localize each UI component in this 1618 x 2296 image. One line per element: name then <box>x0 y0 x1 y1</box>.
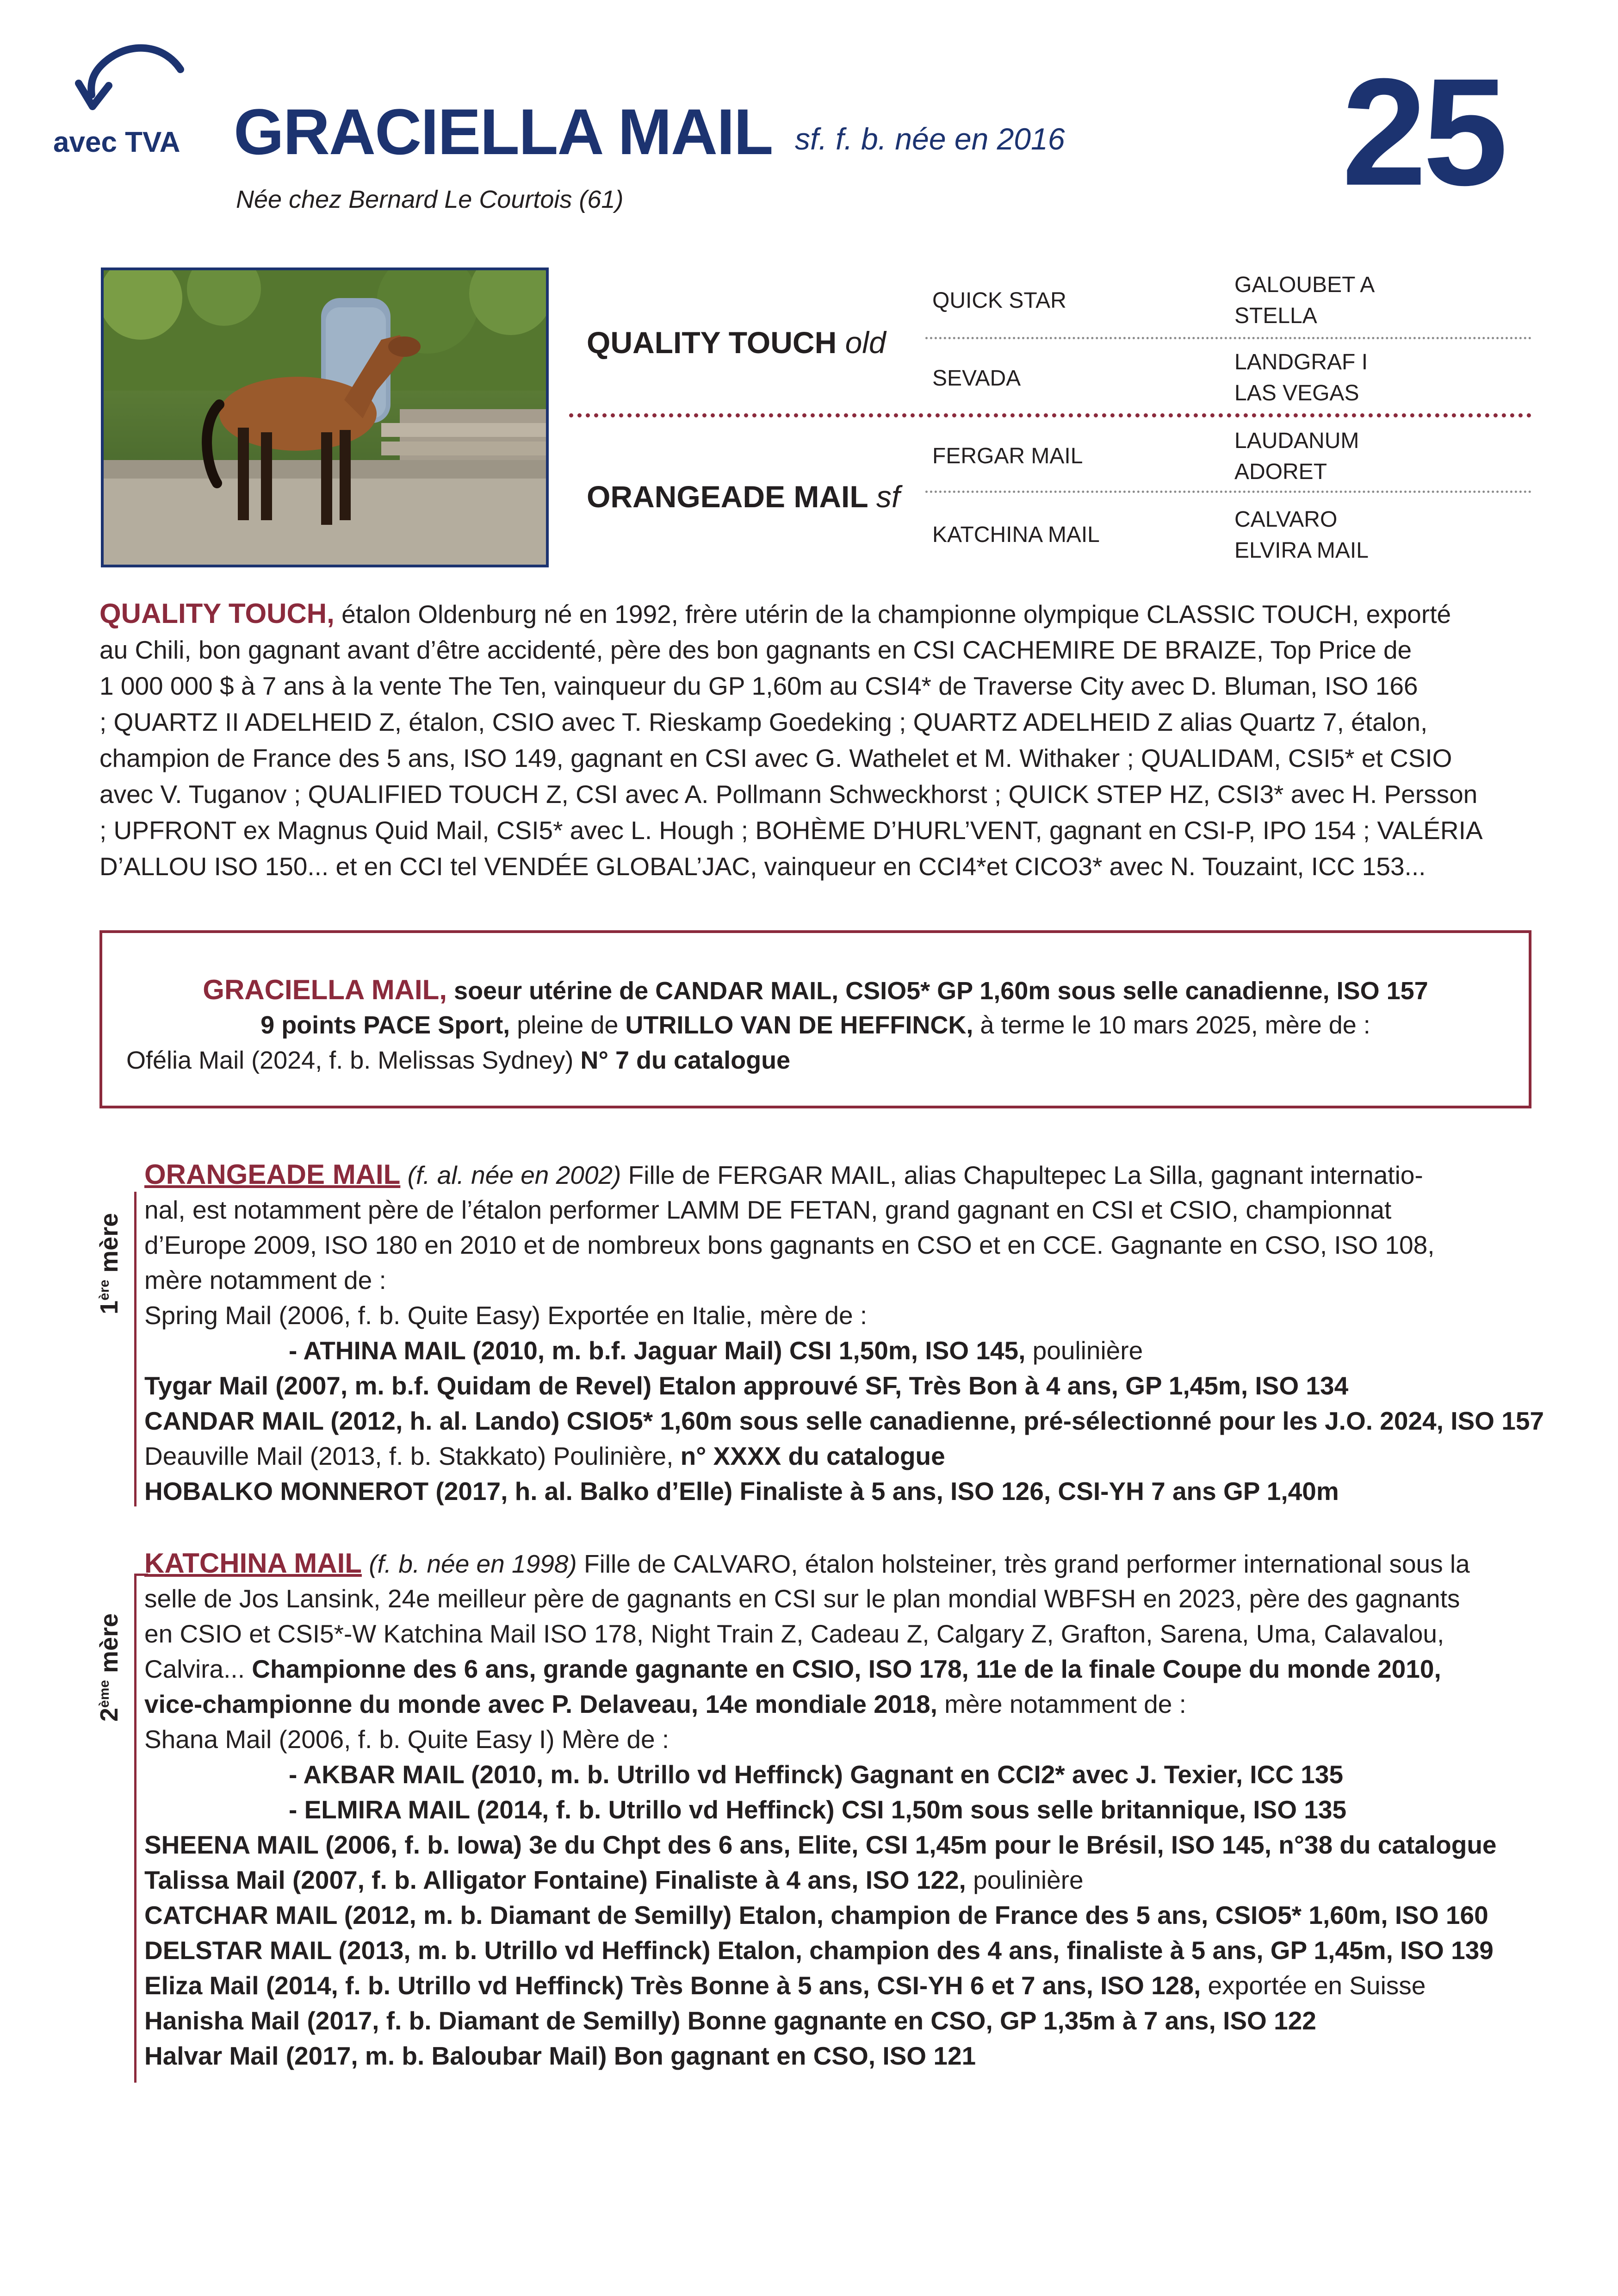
produce-entry <box>144 1862 1084 1898</box>
produce-entry: SHEENA MAIL (2006, f. b. Iowa) 3e du Chpt des 6 ans, Elite, CSI 1,45m pour le Brésil, ISO 145, n°38 du catalogue <box>144 1830 1497 1859</box>
second-dam-label: 2ème mère <box>95 1613 123 1722</box>
produce-text: Eliza Mail (2014, f. b. Utrillo vd Heffinck) Très Bonne à 5 ans, CSI-YH 6 et 7 ans, ISO 128, <box>144 1971 1201 2000</box>
text-line: d’Europe 2009, ISO 180 en 2010 et de nombreux bons gagnants en CSO et en CCE. Gagnante en CSO, ISO 108, <box>144 1231 1435 1259</box>
text-line: mère notamment de : <box>144 1266 386 1294</box>
box-text: pleine de <box>517 1011 619 1039</box>
produce-entry: Hanisha Mail (2017, f. b. Diamant de Semilly) Bonne gagnante en CSO, GP 1,35m à 7 ans, ISO 122 <box>144 2006 1316 2035</box>
sire-name: QUALITY TOUCH old <box>587 325 886 360</box>
produce-entry: Halvar Mail (2017, m. b. Baloubar Mail) Bon gagnant en CSO, ISO 121 <box>144 2041 976 2070</box>
produce-entry: - AKBAR MAIL (2010, m. b. Utrillo vd Heffinck) Gagnant en CCI2* avec J. Texier, ICC 135 <box>289 1760 1344 1789</box>
pedigree-divider <box>925 491 1531 493</box>
grandsire-maternal: FERGAR MAIL <box>932 444 1083 468</box>
second-dam-name: KATCHINA MAIL <box>144 1548 362 1579</box>
vat-label: avec TVA <box>53 126 180 158</box>
ancestor-gen3: ADORET <box>1234 460 1327 484</box>
text-line: selle de Jos Lansink, 24e meilleur père de gagnants en CSI sur le plan mondial WBFSH en 2023, père des gagnants <box>144 1584 1460 1613</box>
text-span: Calvira... <box>144 1655 245 1683</box>
produce-entry: HOBALKO MONNEROT (2017, h. al. Balko d’Elle) Finaliste à 5 ans, ISO 126, CSI-YH 7 ans GP 1,40m <box>144 1477 1339 1506</box>
section-rule <box>134 1192 136 1506</box>
produce-text: Talissa Mail (2007, f. b. Alligator Fontaine) Finaliste à 4 ans, ISO 122, <box>144 1866 966 1894</box>
lot-number: 25 <box>1342 46 1505 217</box>
produce-entry: Tygar Mail (2007, m. b.f. Quidam de Revel) Etalon approuvé SF, Très Bon à 4 ans, GP 1,45m, ISO 134 <box>144 1371 1349 1400</box>
box-text: N° 7 du catalogue <box>580 1046 791 1074</box>
ancestor-gen3: STELLA <box>1234 304 1317 328</box>
produce-entry <box>144 1438 945 1474</box>
produce-entry: - ATHINA MAIL (2010, m. b.f. Jaguar Mail) CSI 1,50m, ISO 145, <box>289 1336 1026 1365</box>
produce-entry: CANDAR MAIL (2012, h. al. Lando) CSIO5* 1,60m sous selle canadienne, pré-sélectionné pour les J.O. 2024, ISO 157 <box>144 1406 1544 1435</box>
text-line: ; QUARTZ II ADELHEID Z, étalon, CSIO avec T. Rieskamp Goedeking ; QUARTZ ADELHEID Z alias Quartz 7, étalon, <box>99 708 1428 736</box>
produce-entry <box>144 1968 1426 2003</box>
granddam-paternal: SEVADA <box>932 366 1021 391</box>
text-line: D’ALLOU ISO 150... et en CCI tel VENDÉE GLOBAL’JAC, vainqueur en CCI4*et CICO3* avec N. Touzaint, ICC 153... <box>99 852 1426 881</box>
grandsire-paternal: QUICK STAR <box>932 288 1066 313</box>
text-line: avec V. Tuganov ; QUALIFIED TOUCH Z, CSI avec A. Pollmann Schweckhorst ; QUICK STEP HZ, CSI3* avec H. Persson <box>99 780 1478 809</box>
ancestor-gen3: LAUDANUM <box>1234 429 1359 453</box>
text-line: étalon Oldenburg né en 1992, frère utérin de la championne olympique CLASSIC TOUCH, exporté <box>341 600 1451 628</box>
text-line: Fille de CALVARO, étalon holsteiner, très grand performer international sous la <box>583 1549 1470 1578</box>
first-dam-name: ORANGEADE MAIL <box>144 1159 401 1190</box>
produce-entry: DELSTAR MAIL (2013, m. b. Utrillo vd Heffinck) Etalon, champion des 4 ans, finaliste à 5 ans, GP 1,45m, ISO 139 <box>144 1936 1494 1965</box>
box-text: Ofélia Mail (2024, f. b. Melissas Sydney) <box>126 1046 574 1074</box>
box-text: à terme le 10 mars 2025, mère de : <box>980 1011 1370 1039</box>
text-line <box>144 1686 1186 1722</box>
ancestor-gen3: GALOUBET A <box>1234 273 1375 297</box>
breeder-info: Née chez Bernard Le Courtois (61) <box>236 186 624 213</box>
produce-note: n° XXXX du catalogue <box>680 1442 945 1470</box>
text-span: Championne des 6 ans, grande gagnante en CSIO, ISO 178, 11e de la finale Coupe du monde 2010, <box>252 1655 1441 1683</box>
produce-entry: CATCHAR MAIL (2012, m. b. Diamant de Semilly) Etalon, champion de France des 5 ans, CSIO5* 1,60m, ISO 160 <box>144 1901 1488 1929</box>
ancestor-gen3: LAS VEGAS <box>1234 381 1359 405</box>
text-line: Shana Mail (2006, f. b. Quite Easy I) Mère de : <box>144 1725 670 1754</box>
produce-note: poulinière <box>973 1866 1084 1894</box>
produce-note: poulinière <box>1032 1336 1143 1365</box>
text-span: mère notamment de : <box>944 1690 1186 1718</box>
ancestor-gen3: LANDGRAF I <box>1234 350 1368 374</box>
second-dam-meta: (f. b. née en 1998) <box>369 1549 577 1578</box>
sire-heading: QUALITY TOUCH, <box>99 598 335 629</box>
section-rule <box>134 1574 136 2083</box>
granddam-maternal: KATCHINA MAIL <box>932 523 1100 547</box>
box-line-1 <box>102 972 1529 1008</box>
text-line: champion de France des 5 ans, ISO 149, gagnant en CSI avec G. Wathelet et M. Withaker ; QUALIDAM, CSI5* et CSIO <box>99 744 1452 772</box>
dam-name: ORANGEADE MAIL sf <box>587 479 900 514</box>
ancestor-gen3: ELVIRA MAIL <box>1234 538 1369 563</box>
first-dam-label: 1ère mère <box>95 1213 123 1314</box>
horse-name: GRACIELLA MAIL <box>234 95 773 168</box>
text-line: nal, est notamment père de l’étalon performer LAMM DE FETAN, grand gagnant en CSI et CSIO, championnat <box>144 1195 1392 1224</box>
box-line-2 <box>102 1008 1529 1043</box>
first-dam-meta: (f. al. née en 2002) <box>407 1161 621 1189</box>
box-text: soeur utérine de CANDAR MAIL, CSIO5* GP 1,60m sous selle canadienne, ISO 157 <box>454 977 1428 1005</box>
text-line: au Chili, bon gagnant avant d’être accidenté, père des bon gagnants en CSI CACHEMIRE DE BRAIZE, Top Price de <box>99 635 1412 664</box>
text-line: Spring Mail (2006, f. b. Quite Easy) Exportée en Italie, mère de : <box>144 1301 868 1330</box>
text-line: Fille de FERGAR MAIL, alias Chapultepec La Silla, gagnant internatio- <box>628 1161 1423 1189</box>
horse-photo <box>101 268 549 567</box>
produce-note: exportée en Suisse <box>1208 1971 1426 2000</box>
horse-description: sf. f. b. née en 2016 <box>795 122 1065 156</box>
text-line <box>144 1651 1441 1686</box>
ancestor-gen3: CALVARO <box>1234 507 1338 532</box>
text-line <box>289 1333 1143 1368</box>
text-line: en CSIO et CSI5*-W Katchina Mail ISO 178, Night Train Z, Cadeau Z, Calgary Z, Grafton, Sarena, Uma, Calavalou, <box>144 1619 1444 1648</box>
box-text: UTRILLO VAN DE HEFFINCK, <box>625 1011 973 1039</box>
text-line: 1 000 000 $ à 7 ans à la vente The Ten, vainqueur du GP 1,60m au CSI4* de Traverse City avec D. Bluman, ISO 166 <box>99 672 1418 700</box>
box-horse-name: GRACIELLA MAIL, <box>203 974 447 1005</box>
box-text: 9 points PACE Sport, <box>260 1011 510 1039</box>
pedigree-divider <box>925 337 1531 339</box>
curved-arrow-icon <box>74 37 194 130</box>
produce-entry: - ELMIRA MAIL (2014, f. b. Utrillo vd Heffinck) CSI 1,50m sous selle britannique, ISO 135 <box>289 1795 1347 1824</box>
text-line: ; UPFRONT ex Magnus Quid Mail, CSI5* avec L. Hough ; BOHÈME D’HURL’VENT, gagnant en CSI-P, IPO 154 ; VALÉRIA <box>99 816 1483 845</box>
box-line-3 <box>126 1043 790 1078</box>
highlight-box <box>99 930 1531 1108</box>
produce-text: Deauville Mail (2013, f. b. Stakkato) Poulinière, <box>144 1442 674 1470</box>
text-span: vice-championne du monde avec P. Delaveau, 14e mondiale 2018, <box>144 1690 937 1718</box>
pedigree-divider-main <box>569 413 1531 417</box>
